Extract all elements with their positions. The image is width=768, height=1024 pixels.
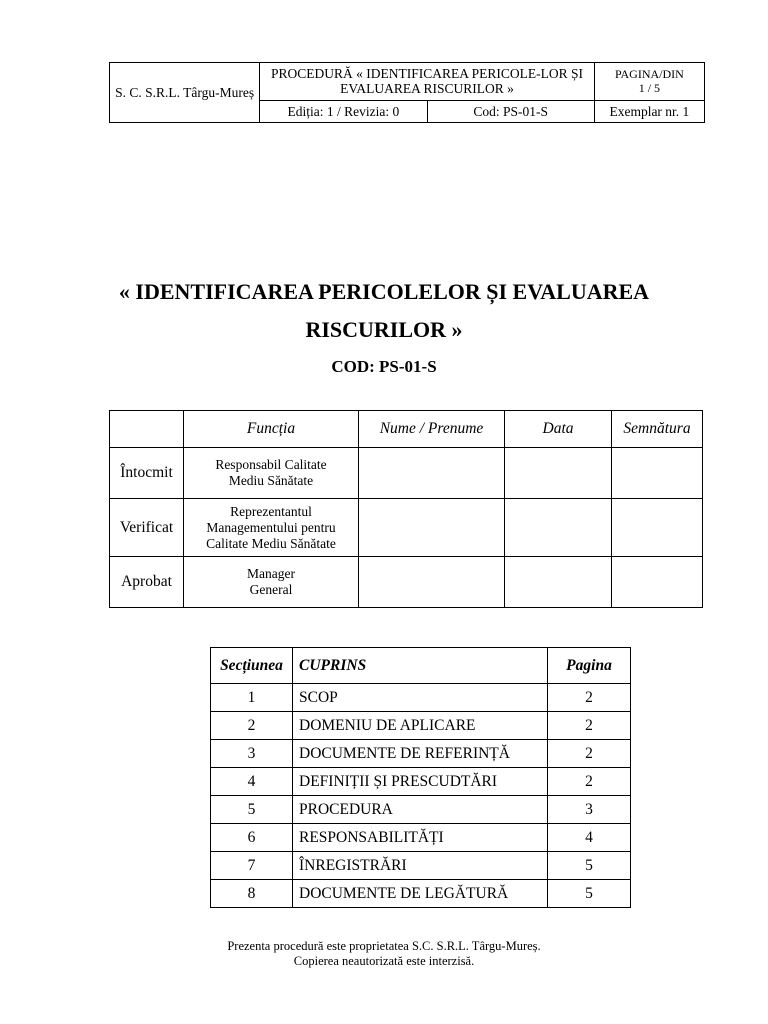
- section-number: 7: [211, 852, 293, 880]
- contents-row[interactable]: [211, 824, 631, 852]
- section-page: 3: [548, 796, 631, 824]
- approval-header-row: [110, 411, 703, 448]
- name-cell[interactable]: [359, 557, 505, 608]
- section-number: 1: [211, 684, 293, 712]
- section-title[interactable]: DOCUMENTE DE LEGĂTURĂ: [293, 880, 548, 908]
- date-cell[interactable]: [505, 499, 612, 557]
- section-number: 3: [211, 740, 293, 768]
- section-page: 5: [548, 852, 631, 880]
- document-title-line-2: RISCURILOR »: [305, 317, 463, 342]
- row-label: Întocmit: [110, 448, 184, 499]
- approval-table: [109, 410, 703, 608]
- section-number: 2: [211, 712, 293, 740]
- approval-header-function: Funcția: [184, 411, 359, 448]
- date-cell[interactable]: [505, 557, 612, 608]
- contents-row[interactable]: [211, 712, 631, 740]
- contents-header-row: [211, 648, 631, 684]
- contents-row[interactable]: [211, 796, 631, 824]
- section-number: 6: [211, 824, 293, 852]
- signature-cell[interactable]: [612, 557, 703, 608]
- section-page: 2: [548, 684, 631, 712]
- section-number: 8: [211, 880, 293, 908]
- section-title[interactable]: SCOP: [293, 684, 548, 712]
- contents-row[interactable]: [211, 880, 631, 908]
- contents-row[interactable]: [211, 768, 631, 796]
- row-label: Aprobat: [110, 557, 184, 608]
- document-header: [109, 62, 705, 123]
- code-cell: Cod: PS-01-S: [427, 100, 594, 122]
- signature-cell[interactable]: [612, 499, 703, 557]
- section-page: 2: [548, 740, 631, 768]
- document-code: COD: PS-01-S: [331, 357, 437, 376]
- footer-ownership-line: Prezenta procedură este proprietatea S.C. S.R.L. Târgu-Mureș.: [227, 939, 541, 953]
- name-cell[interactable]: [359, 448, 505, 499]
- approval-header-date: Data: [505, 411, 612, 448]
- approval-row: [110, 499, 703, 557]
- contents-header-page: Pagina: [548, 648, 631, 684]
- row-function: Manager General: [184, 557, 359, 608]
- section-page: 5: [548, 880, 631, 908]
- contents-row[interactable]: [211, 852, 631, 880]
- footer-copy-line: Copierea neautorizată este interzisă.: [293, 954, 475, 968]
- section-title[interactable]: PROCEDURA: [293, 796, 548, 824]
- section-number: 5: [211, 796, 293, 824]
- section-title[interactable]: DEFINIȚII ȘI PRESCUDTĂRI: [293, 768, 548, 796]
- procedure-title-cell: PROCEDURĂ « IDENTIFICAREA PERICOLE-LOR ȘI EVALUAREA RISCURILOR »: [260, 63, 595, 101]
- approval-header-signature: Semnătura: [612, 411, 703, 448]
- page-count-cell: [594, 63, 704, 101]
- contents-header-title: CUPRINS: [293, 648, 548, 684]
- section-page: 4: [548, 824, 631, 852]
- edition-cell: Ediția: 1 / Revizia: 0: [260, 100, 427, 122]
- page-value: 1 / 5: [638, 81, 661, 96]
- document-footer: [0, 939, 768, 969]
- copy-cell: Exemplar nr. 1: [594, 100, 704, 122]
- approval-row: [110, 557, 703, 608]
- approval-row: [110, 448, 703, 499]
- row-label: Verificat: [110, 499, 184, 557]
- section-number: 4: [211, 768, 293, 796]
- section-title[interactable]: DOCUMENTE DE REFERINȚĂ: [293, 740, 548, 768]
- section-page: 2: [548, 712, 631, 740]
- approval-header-blank: [110, 411, 184, 448]
- page-label: PAGINA/DIN: [614, 67, 684, 82]
- approval-header-name: Nume / Prenume: [359, 411, 505, 448]
- section-title[interactable]: RESPONSABILITĂȚI: [293, 824, 548, 852]
- row-function: Responsabil Calitate Mediu Sănătate: [184, 448, 359, 499]
- contents-row[interactable]: [211, 684, 631, 712]
- company-cell: S. C. S.R.L. Târgu-Mureș: [110, 63, 260, 123]
- section-title[interactable]: DOMENIU DE APLICARE: [293, 712, 548, 740]
- document-title-line-1: « IDENTIFICAREA PERICOLELOR ȘI EVALUAREA: [118, 279, 650, 304]
- date-cell[interactable]: [505, 448, 612, 499]
- row-function: Reprezentantul Managementului pentru Calitate Mediu Sănătate: [184, 499, 359, 557]
- section-title[interactable]: ÎNREGISTRĂRI: [293, 852, 548, 880]
- contents-table: [210, 647, 631, 908]
- contents-header-section: Secțiunea: [211, 648, 293, 684]
- name-cell[interactable]: [359, 499, 505, 557]
- signature-cell[interactable]: [612, 448, 703, 499]
- contents-row[interactable]: [211, 740, 631, 768]
- section-page: 2: [548, 768, 631, 796]
